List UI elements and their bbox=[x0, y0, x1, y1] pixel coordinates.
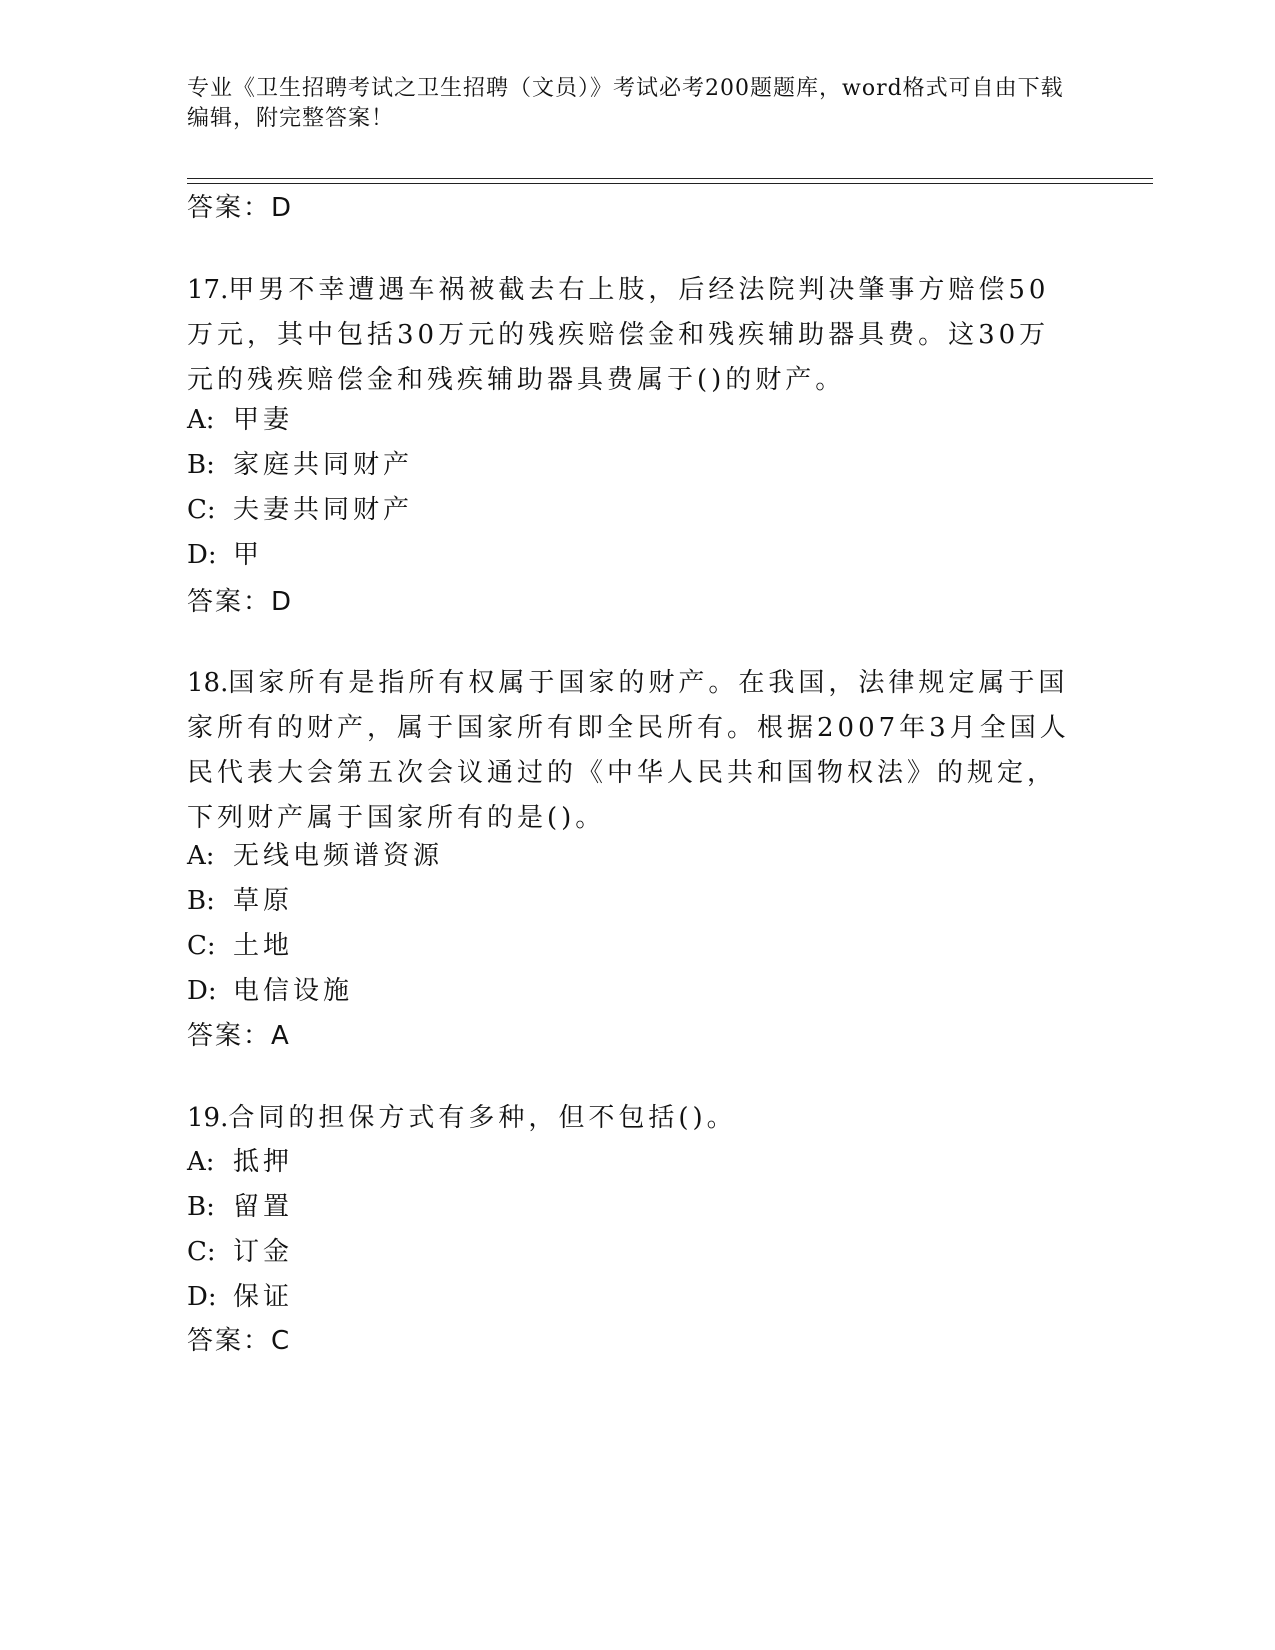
option-text: 甲妻 bbox=[233, 405, 294, 435]
option-text: 草原 bbox=[233, 886, 294, 916]
answer-line: 答案：D bbox=[187, 193, 294, 223]
answer-line: 答案：A bbox=[187, 1021, 291, 1051]
option-letter: A: bbox=[187, 841, 215, 871]
question-19 bbox=[187, 1096, 1077, 1141]
document-header: 专业《卫生招聘考试之卫生招聘（文员）》考试必考200题题库，word格式可自由下载编辑，附完整答案！ bbox=[187, 76, 1064, 131]
option-text: 抵押 bbox=[233, 1147, 294, 1177]
option-c bbox=[187, 488, 413, 533]
question-text: 国家所有是指所有权属于国家的财产。在我国，法律规定属于国家所有的财产，属于国家所有即全民所有。根据2007年3月全国人民代表大会第五次会议通过的《中华人民共和国物权法》的规定，下列财产属于国家所有的是()。 bbox=[187, 668, 1070, 833]
question-18 bbox=[187, 661, 1077, 841]
option-text: 电信设施 bbox=[233, 976, 354, 1006]
option-letter: C: bbox=[187, 931, 216, 961]
option-d bbox=[187, 533, 413, 578]
question-17 bbox=[187, 268, 1077, 403]
options-17 bbox=[187, 398, 413, 578]
answer-line: 答案：C bbox=[187, 1326, 292, 1356]
option-letter: D: bbox=[187, 976, 217, 1006]
option-letter: D: bbox=[187, 1282, 217, 1312]
option-letter: D: bbox=[187, 540, 217, 570]
question-number: 19. bbox=[187, 1103, 229, 1133]
question-text: 甲男不幸遭遇车祸被截去右上肢，后经法院判决肇事方赔偿50万元，其中包括30万元的残疾赔偿金和残疾辅助器具费。这30万元的残疾赔偿金和残疾辅助器具费属于()的财产。 bbox=[187, 275, 1050, 395]
option-b bbox=[187, 879, 443, 924]
question-text: 合同的担保方式有多种，但不包括()。 bbox=[228, 1103, 737, 1133]
option-letter: B: bbox=[187, 886, 215, 916]
option-text: 夫妻共同财产 bbox=[233, 495, 414, 525]
option-letter: B: bbox=[187, 1192, 215, 1222]
option-c bbox=[187, 1230, 293, 1275]
question-number: 18. bbox=[187, 668, 229, 698]
option-b bbox=[187, 443, 413, 488]
answer-line: 答案：D bbox=[187, 587, 294, 617]
option-c bbox=[187, 924, 443, 969]
header-divider-second bbox=[187, 183, 1153, 184]
option-a bbox=[187, 398, 413, 443]
question-number: 17. bbox=[187, 275, 229, 305]
options-18 bbox=[187, 834, 443, 1014]
option-a bbox=[187, 834, 443, 879]
option-d bbox=[187, 969, 443, 1014]
option-letter: B: bbox=[187, 450, 215, 480]
option-text: 家庭共同财产 bbox=[233, 450, 414, 480]
option-letter: C: bbox=[187, 495, 216, 525]
option-letter: C: bbox=[187, 1237, 216, 1267]
option-text: 订金 bbox=[233, 1237, 294, 1267]
option-letter: A: bbox=[187, 1147, 215, 1177]
option-b bbox=[187, 1185, 293, 1230]
option-text: 土地 bbox=[233, 931, 294, 961]
option-a bbox=[187, 1140, 293, 1185]
options-19 bbox=[187, 1140, 293, 1320]
option-text: 甲 bbox=[233, 540, 264, 570]
option-letter: A: bbox=[187, 405, 215, 435]
option-text: 保证 bbox=[233, 1282, 294, 1312]
option-text: 留置 bbox=[233, 1192, 294, 1222]
header-divider bbox=[187, 178, 1153, 179]
option-d bbox=[187, 1275, 293, 1320]
option-text: 无线电频谱资源 bbox=[233, 841, 444, 871]
